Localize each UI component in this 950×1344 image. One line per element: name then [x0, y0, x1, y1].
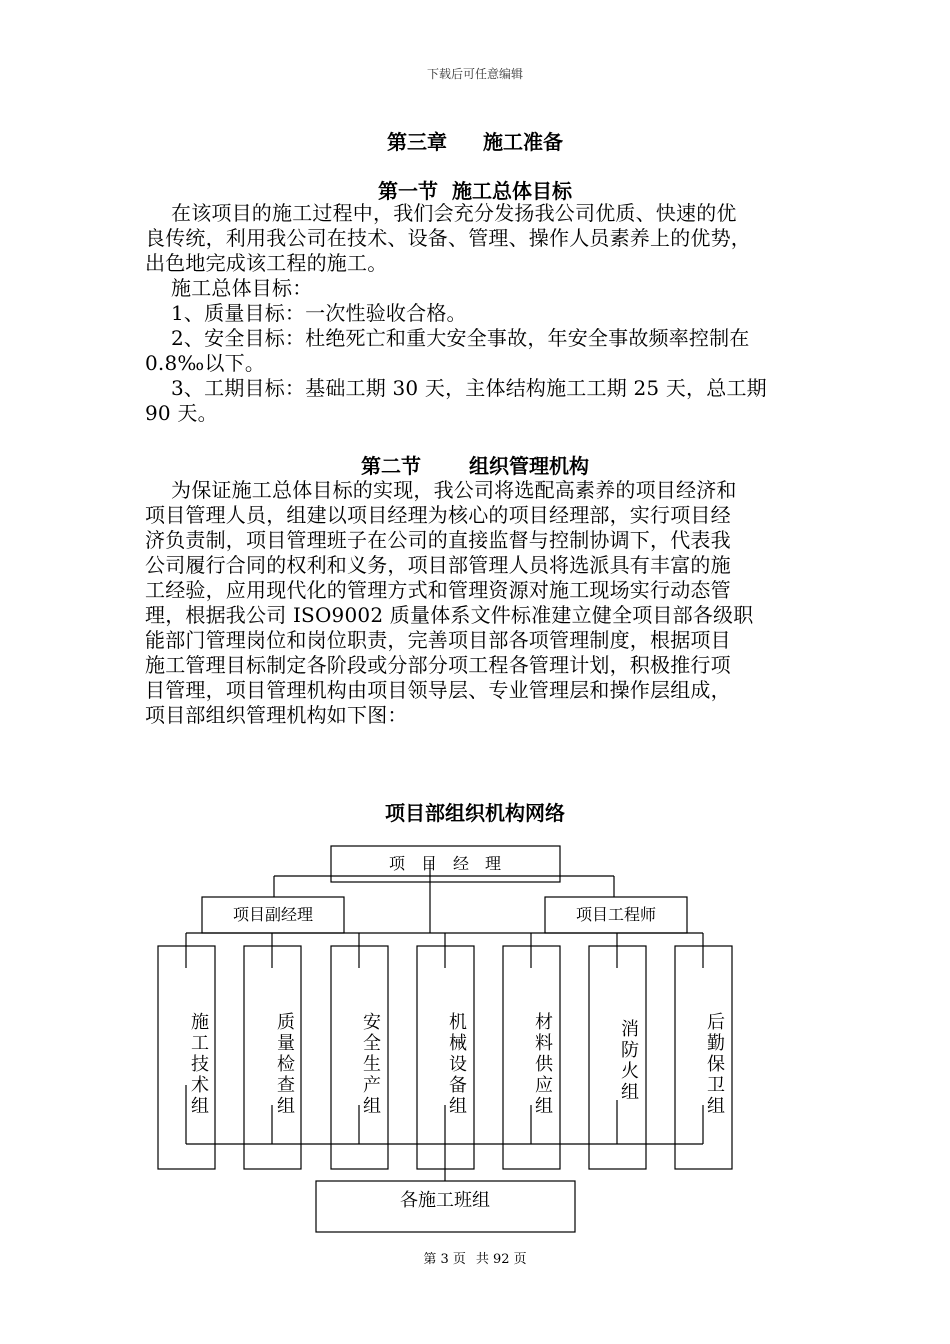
paragraph-line: 目管理，项目管理机构由项目领导层、专业管理层和操作层组成， — [145, 678, 731, 702]
group-label-6: 消防火组 — [621, 1019, 639, 1103]
chapter-name: 施工准备 — [483, 130, 563, 154]
paragraph-line: 能部门管理岗位和岗位职责，完善项目部各项管理制度，根据项目 — [145, 628, 731, 652]
goal-schedule: 3、工期目标：基础工期 30 天，主体结构施工工期 25 天，总工期 — [171, 376, 767, 400]
paragraph-line: 济负责制，项目管理班子在公司的直接监督与控制协调下，代表我 — [145, 528, 731, 552]
page-total: 共 92 页 — [475, 1252, 527, 1267]
org-chart-title: 项目部组织机构网络 — [385, 801, 565, 825]
manager-label: 项 目 经 理 — [388, 854, 502, 873]
section1-name: 施工总体目标 — [451, 179, 572, 203]
goals-heading: 施工总体目标： — [171, 276, 313, 300]
chapter-number: 第三章 — [387, 130, 447, 154]
page-number: 第 3 页 — [423, 1252, 466, 1267]
header-note: 下载后可任意编辑 — [426, 67, 523, 81]
page-footer — [0, 1248, 950, 1267]
paragraph-line: 出色地完成该工程的施工。 — [145, 251, 388, 275]
section2-number: 第二节 — [361, 454, 421, 478]
group-label-1: 施工技术组 — [191, 1012, 209, 1117]
group-label-4: 机械设备组 — [449, 1012, 467, 1117]
paragraph-line: 工经验，应用现代化的管理方式和管理资源对施工现场实行动态管 — [145, 578, 731, 602]
group-label-2: 质量检查组 — [277, 1012, 295, 1117]
group-label-5: 材料供应组 — [535, 1012, 553, 1117]
paragraph-line: 理，根据我公司 ISO9002 质量体系文件标准建立健全项目部各级职 — [145, 603, 754, 627]
paragraph-line: 公司履行合同的权利和义务，项目部管理人员将选派具有丰富的施 — [145, 553, 731, 577]
group-label-3: 安全生产组 — [363, 1012, 381, 1117]
chief-engineer-label: 项目工程师 — [575, 905, 657, 924]
paragraph-line: 良传统，利用我公司在技术、设备、管理、操作人员素养上的优势， — [145, 226, 751, 250]
teams-label: 各施工班组 — [400, 1190, 490, 1211]
section2-name: 组织管理机构 — [469, 454, 589, 478]
deputy-manager-label: 项目副经理 — [232, 905, 314, 924]
goal-safety-cont: 0.8‰以下。 — [145, 351, 266, 375]
goal-quality: 1、质量目标：一次性验收合格。 — [171, 301, 467, 325]
goal-schedule-cont: 90 天。 — [145, 401, 218, 425]
paragraph-line: 项目管理人员，组建以项目经理为核心的项目经理部，实行项目经 — [145, 503, 731, 527]
group-label-7: 后勤保卫组 — [707, 1012, 725, 1117]
paragraph-line: 项目部组织管理机构如下图： — [145, 703, 408, 727]
paragraph-line: 为保证施工总体目标的实现，我公司将选配高素养的项目经济和 — [171, 478, 737, 502]
section1-number: 第一节 — [378, 179, 439, 203]
paragraph-line: 在该项目的施工过程中，我们会充分发扬我公司优质、快速的优 — [171, 201, 737, 225]
goal-safety: 2、安全目标：杜绝死亡和重大安全事故，年安全事故频率控制在 — [171, 326, 750, 350]
paragraph-line: 施工管理目标制定各阶段或分部分项工程各管理计划，积极推行项 — [145, 653, 731, 677]
